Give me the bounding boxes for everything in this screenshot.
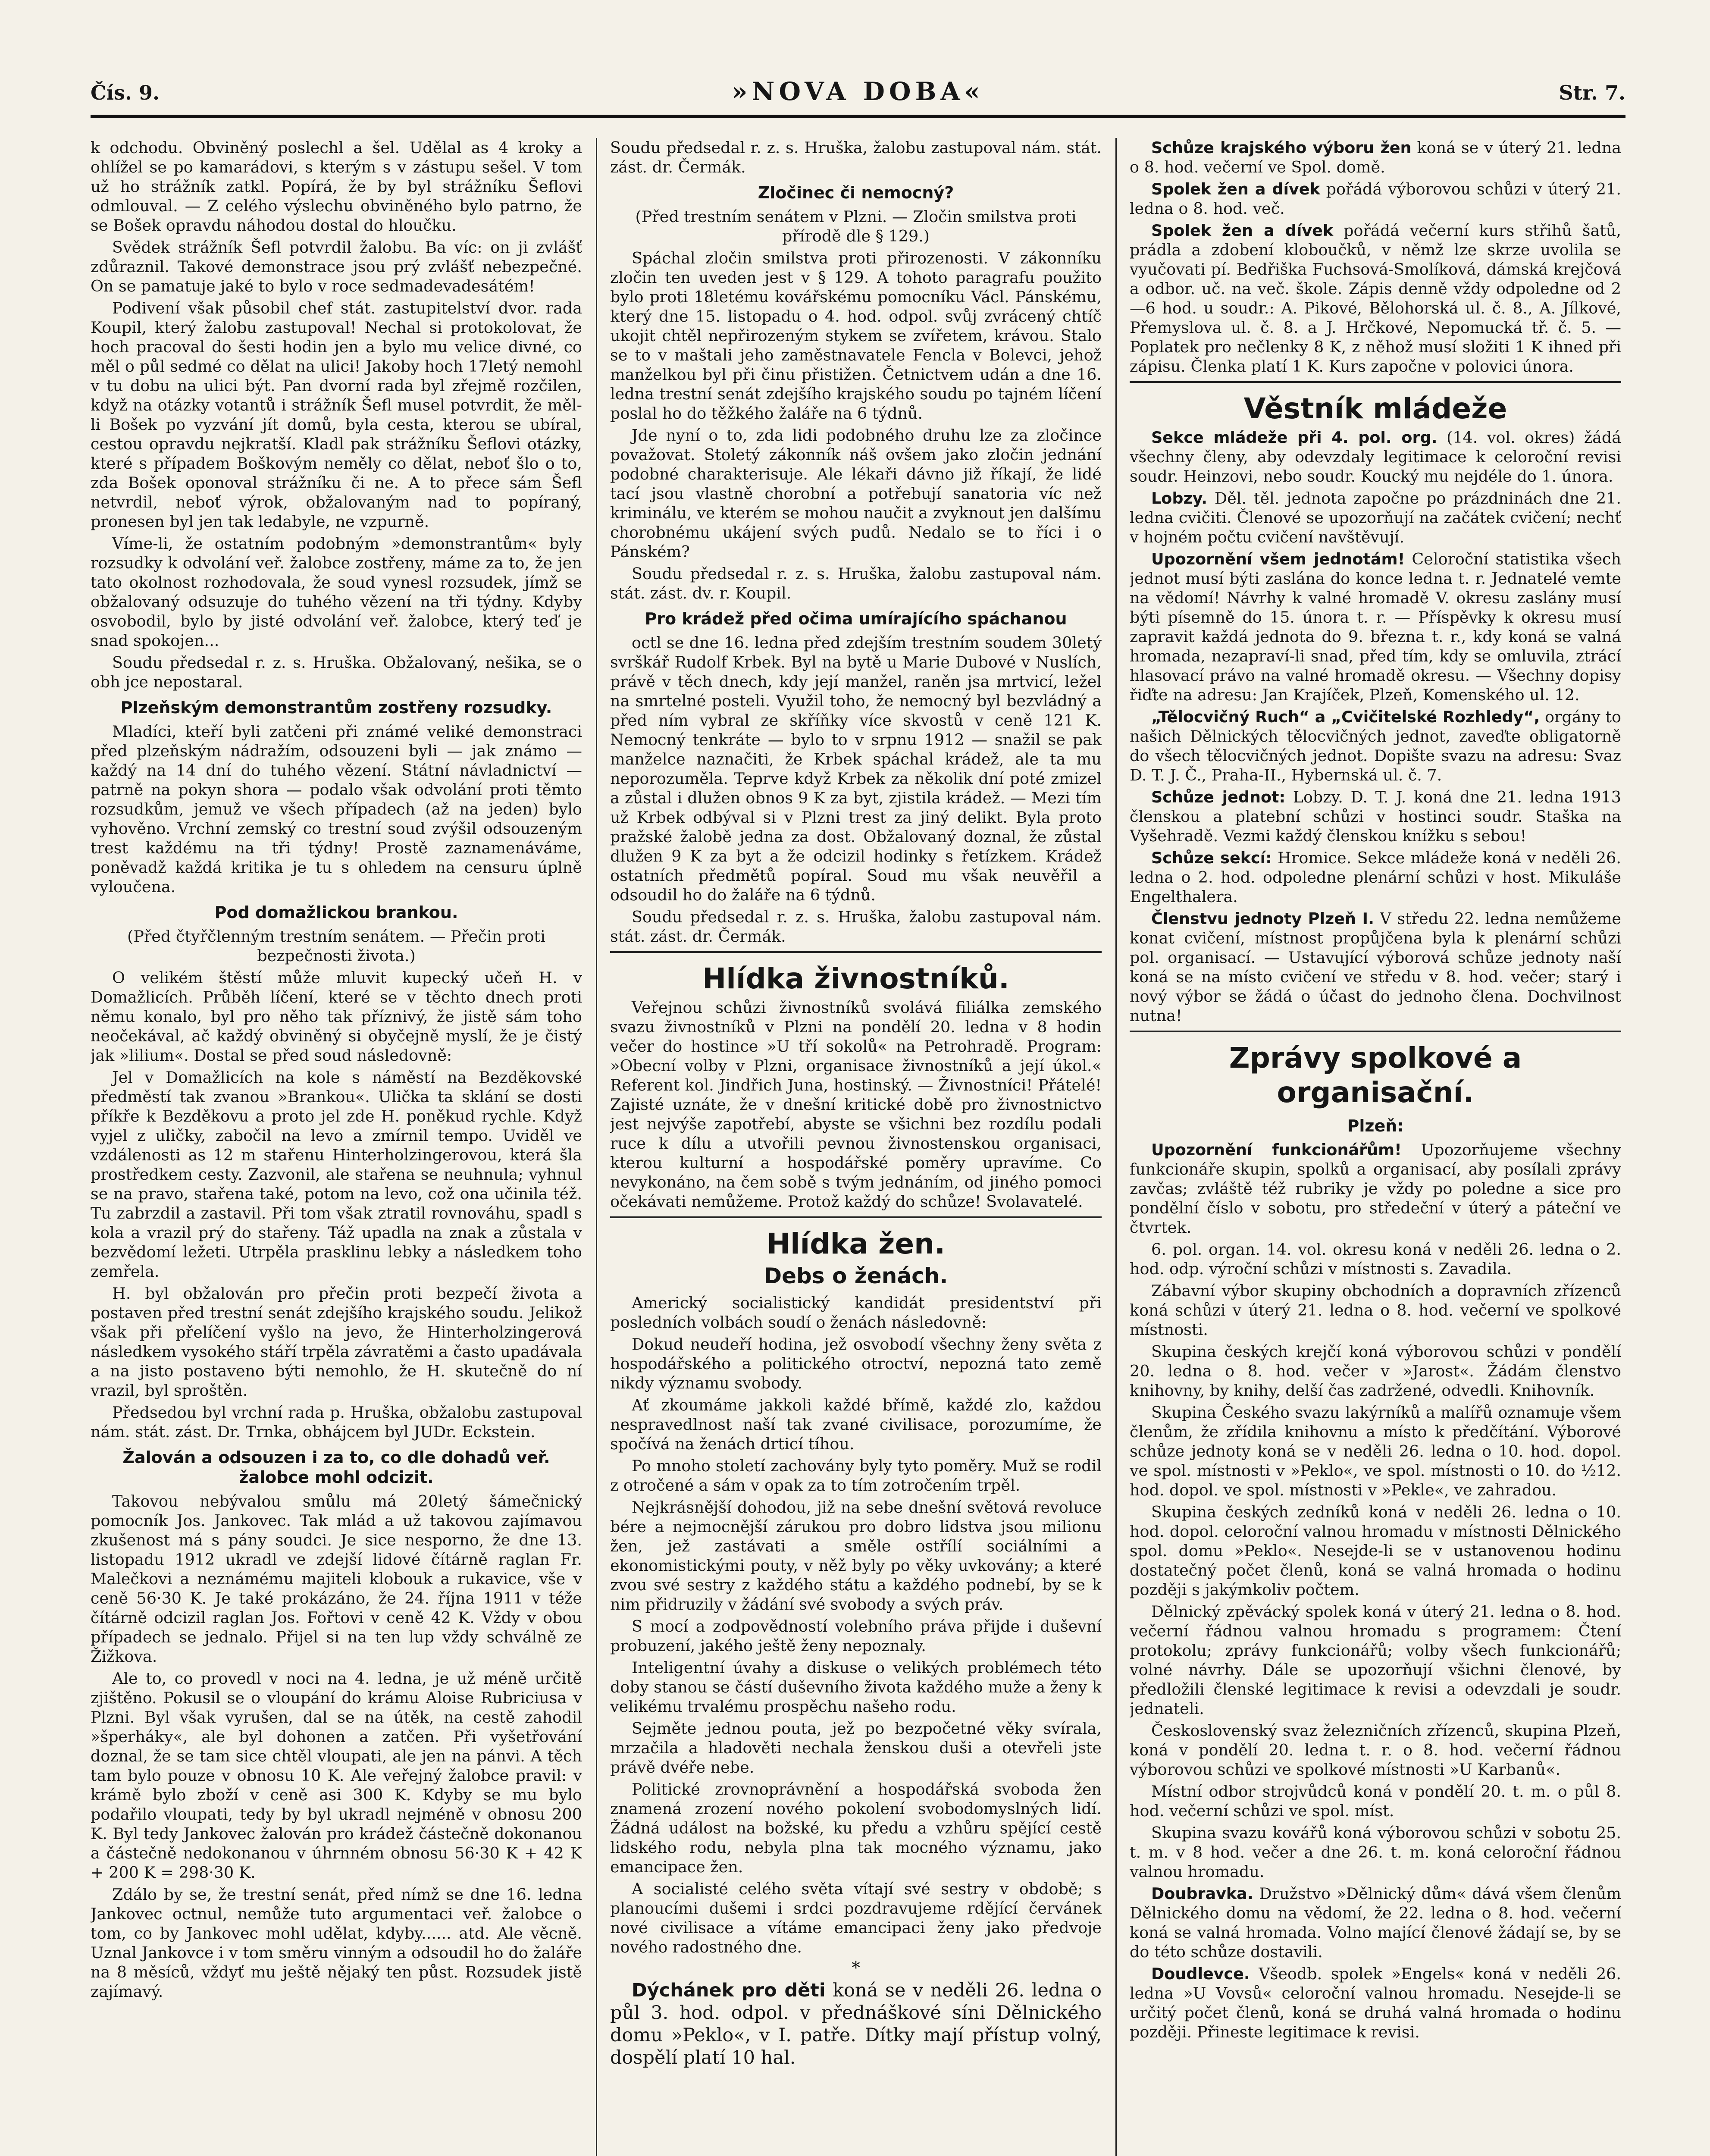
column-1 <box>91 138 582 2156</box>
article-paragraph: Ať zkoumáme jakkoli každé břímě, každé zlo, každou nespravedlnost naší tak zvané civilisace, porozumíme, že spočívá na ženách drticí tíhou. <box>610 1396 1102 1453</box>
article-paragraph: Takovou nebývalou smůlu má 20letý šámečnický pomocník Jos. Jankovec. Tak mlád a už takovou zajímavou zkušenost má s pány soudci. Je sice nesporno, že dne 13. listopadu 1912 ukradl ve zdejší lidové čítárně raglan Fr. Malečkovi a neznámému majiteli klobouk a rukavice, vše v ceně 56·30 K. Je také prokázáno, že 24. října 1911 v téže čítárně odcizil raglan Jos. Fořtovi v ceně 42 K. Vždy v obou případech se jednalo. Přijel si na ten lup vždy schválně ze Žižkova. <box>91 1492 582 1666</box>
notice-entry <box>1130 221 1621 376</box>
court-note: (Před čtyřčlenným trestním senátem. — Přečin proti bezpečnosti života.) <box>127 927 545 965</box>
article-headline: Pro krádež před očima umírajícího spáchanou <box>645 609 1067 628</box>
article-paragraph: Soudu předsedal r. z. s. Hruška, žalobu zastupoval nám. stát. zást. dr. Čermák. <box>610 908 1102 946</box>
article-paragraph: octl se dne 16. ledna před zdejším trestním soudem 30letý svrškář Rudolf Krbek. Byl na bytě u Marie Dubové v Nuslích, právě v těch dnech, kdy její manžel, raněn jsa mrtvicí, ležel na smrtelné posteli. Využil toho, že nemocný byl bezvládný a před ním vybral ze skříňky více skvostů v ceně 121 K. Nemocný tenkráte — bylo to v srpnu 1912 — snažil se pak manželce naznačiti, že Krbek spáchal krádež, ale ta mu neporozuměla. Teprve když Krbek za několik dní poté zmizel a zůstal i dlužen obnos 9 K za byt, zjistila krádež. — Mezi tím už Krbek odbýval si v Plzni trest za jiný delikt. Byla proto pražské žalobě jedna za dost. Obžalovaný doznal, že zůstal dlužen 9 K za byt a že odcizil hodinky s řetízkem. Krádež ostatních předmětů popíral. Soud mu však neuvěřil a odsoudil ho do žaláře na 6 týdnů. <box>610 633 1102 904</box>
article-headline: Žalován a odsouzen i za to, co dle dohadů veř. žalobce mohl odcizit. <box>122 1448 550 1487</box>
article-paragraph: A socialisté celého světa vítají své sestry v obdobě; s planoucími dušemi i srdci pozdravujeme rdějící červánek nové civilisace a vítáme emancipaci ženy jako předvoje nového radostného dne. <box>610 1880 1102 1956</box>
article-paragraph: Mladíci, kteří byli zatčeni při známé veliké demonstraci před plzeňským nádražím, odsouzeni byli — jak známo — každý na 14 dní do tuhého vězení. Státní návladnictví — patrně na pokyn shora — podalo však odvolání proti těmto rozsudkům, jemuž ve všech případech (až na jeden) bylo vyhověno. Vrchní zemský co trestní soud zvýšil odsouzeným trest každému na tři týdny! Prostě zaznamenáváme, poněvadž každá kritika je tu s ohledem na censuru úplně vyloučena. <box>91 722 582 896</box>
article-paragraph: Veřejnou schůzi živnostníků svolává filiálka zemského svazu živnostníků v Plzni na pondělí 20. ledna v 8 hodin večer do hostince »U tří sokolů« na Petrohradě. Program: »Obecní volby v Plzni, organisace živnostníků a její úkol.« Referent kol. Jindřich Juna, hostinský. — Živnostníci! Přátelé! Zajisté uznáte, že v dnešní kritické době pro živnostnictvo jest nejvýše zapotřebí, abyste se všichni bez rozdílu podali ruce k dílu a utvořili pevnou živnostenskou organisaci, kterou kulturní a hospodářské poměry upravíme. Co nevykonáno, na čem sobě s tvým jednáním, od jiného pomoci očekávati nemůžeme. Protož každý do schůze! Svolavatelé. <box>610 998 1102 1211</box>
article-paragraph: O velikém štěstí může mluvit kupecký učeň H. v Domažlicích. Průběh líčení, které se v těchto dnech proti němu konalo, byl pro něho tak příznivý, že jistě sám toho neočekával, ač každý obviněný si obyčejně myslí, že je čistý jak »lilium«. Dostal se před soud následovně: <box>91 968 582 1065</box>
notice-lead: Schůze krajského výboru žen <box>1151 138 1412 157</box>
article-paragraph: Dokud neudeří hodina, jež osvobodí všechny ženy světa z hospodářského a politického otroctví, nepozná tato země nikdy významu svobody. <box>610 1335 1102 1392</box>
article-paragraph: S mocí a zodpovědností volebního práva přijde i duševní probuzení, jakého ještě ženy nepoznaly. <box>610 1617 1102 1655</box>
article-paragraph: Jel v Domažlicích na kole s náměstí na Bezděkovské předměstí tak zvanou »Brankou«. Ulička ta sklání se dosti příkře k Bezděkovu a proto jel zde H. poněkud rychle. Když vyjel z uličky, zabočil na levo a zmírnil tempo. Uviděl ve vzdálenosti as 12 m stařenu Hinterholzingerovou, která šla prostředkem cesty. Zazvonil, ale stařena se neuhnula; vyhnul se na pravo, stařena také, potom na levo, což ona učinila též. Tu zabrzdil a zastavil. Při tom však ztratil rovnováhu, spadl s kola a vrazil prý do stařeny. Táž upadla na znak a zůstala v bezvědomí ležeti. Utrpěla prasklinu lebky a následkem toho zemřela. <box>91 1068 582 1281</box>
section-title: Zprávy spolkové a organisační. <box>1229 1041 1522 1109</box>
notice-text: Všeodb. spolek »Engels« koná v neděli 26. ledna »U Vovsů« celoroční valnou hromadu. Nesejde-li se určitý počet členů, koná se druhá valná hromada o hodinu později. Přineste legitimace k revisi. <box>1130 1965 1621 2041</box>
column-divider <box>1115 138 1117 2156</box>
notice-text: pořádá večerní kurs střihů šatů, prádla a zdobení kloboučků, v němž lze skrze uvolila se vyučovati pí. Bedřiška Fuchsová-Smolíková, dámská krejčová a odbor. uč. na več. škole. Zápis denně vždy odpoledne od 2—6 hod. u soudr.: A. Pikové, Bělohorská ul. č. 8., A. Jílkové, Přemyslova ul. č. 8. a J. Hrčkové, Nepomucká tř. č. 5. — Poplatek pro nečlenky 8 K, z něhož musí složiti 1 K ihned při zápisu. Členka platí 1 K. Kurs započne v polovici února. <box>1130 221 1621 376</box>
notice-entry <box>1130 848 1621 906</box>
section-rule <box>610 951 1102 953</box>
newspaper-page <box>91 73 1625 2156</box>
section-title: Věstník mládeže <box>1243 392 1507 425</box>
header-rule <box>91 115 1625 118</box>
notice-text: (14. vol. okres) žádá všechny členy, aby odevzdaly legitimace k celoroční revisi soudr. Heinzovi, nebo soudr. Koucký mu nejdéle do 1. února. <box>1130 428 1621 486</box>
notice-entry: Skupina Českého svazu lakýrníků a malířů oznamuje všem členům, že zřídila knihovnu a místo k předčítání. Výborové schůze jednoty koná se v neděli 26. ledna o 10. hod. dopol. ve spol. místnosti v »Peklo«, ve spol. místnosti o 10. do ½12. hod. dopol. ve spol. místnosti v »Pekle«, ve zahradou. <box>1130 1403 1621 1499</box>
article-paragraph: Nejkrásnější dohodou, již na sebe dnešní světová revoluce bére a nejmocnější zárukou pro dobro lidstva jsou milionu žen, jež zastávati a směle ostřílí sociálními a ekonomistickými pouty, v něž byly po věky uvkovány; a které zvou své sestry z každého státu a každého podnebí, by se k nim přidruzily v žádání své svobody a svých práv. <box>610 1498 1102 1614</box>
notice-entry <box>1130 138 1621 177</box>
article-paragraph: Jde nyní o to, zda lidi podobného druhu lze za zločince považovat. Stoletý zákonník náš ovšem jako zločin jednání podobné charakterisuje. Ale lékaři dávno již říkají, že lidé tací jsou vlastně chorobní a potřebují sanatoria víc než kriminálu, ve kterém se mohou naučit a zvyknout jen dalšímu chorobnému ukájení svých pudů. Nedalo se to říci i o Pánském? <box>610 426 1102 561</box>
page-header <box>91 73 1625 121</box>
notice-entry: Místní odbor strojvůdců koná v pondělí 20. t. m. o půl 8. hod. večerní schůzi ve spol. míst. <box>1130 1782 1621 1820</box>
notice-lead: Schůze jednot: <box>1151 788 1286 806</box>
article-paragraph: Předsedou byl vrchní rada p. Hruška, obžalobu zastupoval nám. stát. zást. Dr. Trnka, obhájcem byl JUDr. Eckstein. <box>91 1403 582 1441</box>
newspaper-title: »NOVA DOBA« <box>732 77 984 106</box>
notice-entry <box>1130 1140 1621 1237</box>
notice-entry: Skupina svazu kovářů koná výborovou schůzi v sobotu 25. t. m. v 8 hod. večer a dne 26. t. m. koná celoroční řádnou valnou hromadu. <box>1130 1824 1621 1881</box>
article-paragraph: Sejměte jednou pouta, jež po bezpočetné věky svírala, mrzačila a hladověti nechala ženskou duši a otevřeli jste právě dvéře nebe. <box>610 1719 1102 1777</box>
notice-lead: Lobzy. <box>1151 489 1208 508</box>
column-2 <box>610 138 1102 2156</box>
article-paragraph: Po mnoho století zachovány byly tyto poměry. Muž se rodil z otročené a sám v opak za to tím zotročením trpěl. <box>610 1457 1102 1495</box>
article-paragraph: Svědek strážník Šefl potvrdil žalobu. Ba víc: on ji zvlášť zdůraznil. Takové demonstrace jsou prý zvlášť nebezpečné. On se pamatuje jaké to bylo v roce sedmadevadesátém! <box>91 238 582 295</box>
notice-entry <box>1130 707 1621 785</box>
notice-text: Upozorňujeme všechny funkcionáře skupin, spolků a organisací, aby posílali zprávy zavčas; zvláště též rubriky je vždy po poledne a sice pro pondělní číslo v sobotu, pro středeční v úterý a páteční ve čtvrtek. <box>1130 1141 1621 1237</box>
section-ornament: * <box>852 1958 860 1978</box>
notice-lead: Spolek žen a dívek <box>1151 180 1320 198</box>
notice-lead: Upozornění funkcionářům! <box>1151 1141 1402 1159</box>
section-title: Hlídka živnostníků. <box>702 962 1009 995</box>
notice-entry: Československý svaz železničních zřízenců, skupina Plzeň, koná v pondělí 20. ledna t. r. o 8. hod. večerní řádnou výborovou schůzi ve spolkové místnosti »U Karbanů«. <box>1130 1721 1621 1779</box>
article-headline: Plzeňským demonstrantům zostřeny rozsudky. <box>120 698 552 717</box>
notice-entry: 6. pol. organ. 14. vol. okresu koná v neděli 26. ledna o 2. hod. odp. výroční schůzi v místnosti s. Zavadila. <box>1130 1240 1621 1278</box>
notice-entry: Zábavní výbor skupiny obchodních a dopravních zřízenců koná schůzi v úterý 21. ledna o 8. hod. večerní ve spolkové místnosti. <box>1130 1282 1621 1339</box>
section-rule <box>1130 1031 1621 1032</box>
notice-entry <box>1130 1884 1621 1962</box>
court-note: (Před trestním senátem v Plzni. — Zločin smilstva proti přírodě dle § 129.) <box>635 207 1077 245</box>
article-paragraph: Spáchal zločin smilstva proti přirozenosti. V zákonníku zločin ten uveden jest v § 129. A tohoto paragrafu použito bylo proti 18letému kovářskému pomocníku Václ. Pánskému, který dne 15. listopadu o 4. hod. odpol. svůj zvrácený chtíč ukojit chtěl nepřirozeným stykem se zvířetem, krávou. Stalo se to v maštali jeho zaměstnavatele Fencla v Bolevci, jehož manželkou byl při činu přistižen. Četnictvem udán a dne 16. ledna trestní senát zdejšího krajského soudu po tajném líčení poslal ho do těžkého žaláře na 6 týdnů. <box>610 249 1102 423</box>
column-divider <box>596 138 597 2156</box>
notice-entry: Skupina českých krejčí koná výborovou schůzi v pondělí 20. ledna o 8. hod. večer v »Jarost«. Žádám členstvo knihovny, by knihy, delší čas zadržené, odvedli. Knihovník. <box>1130 1342 1621 1400</box>
section-subtitle: Plzeň: <box>1347 1116 1404 1135</box>
notice-text: Družstvo »Dělnický dům« dává všem členům Dělnického domu na vědomí, že 22. ledna o 8. hod. večerní koná se valná hromada. Volno mající členové žádají se, by se do této schůze dostavili. <box>1130 1884 1621 1961</box>
article-paragraph: Podivení však působil chef stát. zastupitelství dvor. rada Koupil, který žalobu zastupoval! Nechal si protokolovat, že hoch pracoval do šesti hodin jen a bylo mu velice divné, co měl o půl sedmé co dělat na ulici! Jakoby hoch 17letý nemohl v tu dobu na ulici být. Pan dvorní rada byl zřejmě rozčilen, když na otázky votantů i strážník Šefl musel potvrdit, že měl-li Bošek po vyzvání jít domů, byla cesta, kterou se ubíral, cestou opravdu nejkratší. Kladl pak strážníku Šeflovi otázky, které s případem Boškovým neměly co dělat, neboť šlo o to, zda Bošek oponoval strážníku či ne. A to přece sám Šefl netvrdil, neboť výrok, obžalovaným nad to popíraný, pronesen byl jen tak ledabyle, ne vzpurně. <box>91 299 582 531</box>
article-paragraph: Víme-li, že ostatním podobným »demonstrantům« byly rozsudky k odvolání veř. žalobce zostřeny, máme za to, že jen tato okolnost rozhodovala, že soud vynesl rozsudek, jímž se obžalovaný odsuzuje do tuhého vězení na tři týdny. Kdyby osvobodil, bylo by jisté odvolání veř. žalobce, který teď je snad spokojen... <box>91 534 582 650</box>
notice-lead: Upozornění všem jednotám! <box>1151 550 1405 568</box>
article-paragraph: Zdálo by se, že trestní senát, před nímž se dne 16. ledna Jankovec octnul, nemůže tuto argumentaci veř. žalobce o tom, co by Jankovec mohl udělat, kdyby...... atd. Ale věcně. Uznal Jankovce i v tom směru vinným a odsoudil ho do žaláře na 8 měsíců, vždyť mu ještě nějaký ten půst. Rozsudek jistě zajímavý. <box>91 1885 582 2001</box>
notice-lead: Schůze sekcí: <box>1151 849 1272 867</box>
section-subtitle: Debs o ženách. <box>764 1263 948 1288</box>
article-paragraph: Soudu předsedal r. z. s. Hruška, žalobu zastupoval nám. stát. zást. dv. r. Koupil. <box>610 564 1102 602</box>
article-paragraph: Soudu předsedal r. z. s. Hruška, žalobu zastupoval nám. stát. zást. dr. Čermák. <box>610 138 1102 176</box>
notice-entry <box>1130 549 1621 705</box>
event-lead: Dýchánek pro děti <box>632 1980 826 2001</box>
notice-entry <box>1130 179 1621 218</box>
notice-text: orgány to našich Dělnických tělocvičných jednot, zaveďte obligatorně do všech tělocvičných jednot. Dopište svazu na adresu: Svaz D. T. J. Č., Praha-II., Hybernská ul. č. 7. <box>1130 708 1621 784</box>
notice-lead: „Tělocvičný Ruch“ a „Cvičitelské Rozhledy“, <box>1151 708 1540 726</box>
article-paragraph: H. byl obžalován pro přečin proti bezpečí života a postaven před trestní senát zdejšího krajského soudu. Jelikož však při přelíčení vyšlo na jevo, že Hinterholzingerová následkem vysokého stáří trpěla závratěmi a často upadávala a na jisto postaveno býti nemohlo, že H. skutečně do ní vrazil, byl sproštěn. <box>91 1284 582 1400</box>
notice-entry <box>1130 428 1621 486</box>
column-3 <box>1130 138 1621 2156</box>
article-paragraph: k odchodu. Obviněný poslechl a šel. Udělal as 4 kroky a ohlížel se po kamarádovi, s kterým s v zástupu sešel. V tom už ho strážník zatkl. Popírá, že by byl strážníku Šeflovi odmlouval. — Z celého výslechu obviněného bylo patrno, že se Bošek opravdu náhodou dostal do hloučku. <box>91 138 582 235</box>
article-paragraph: Americký socialistický kandidát presidentství při posledních volbách soudí o ženách následovně: <box>610 1294 1102 1332</box>
notice-lead: Sekce mládeže při 4. pol. org. <box>1151 428 1438 447</box>
notice-text: Hromice. Sekce mládeže koná v neděli 26. ledna o 2. hod. odpoledne plenární schůzi v host. Mikuláše Engelthalera. <box>1130 849 1621 906</box>
notice-lead: Členstvu jednoty Plzeň I. <box>1151 909 1374 928</box>
section-title: Hlídka žen. <box>766 1227 946 1260</box>
notice-lead: Doudlevce. <box>1151 1965 1250 1983</box>
section-rule <box>1130 381 1621 383</box>
page-number: Str. 7. <box>1559 81 1625 104</box>
article-paragraph: Inteligentní úvahy a diskuse o velikých problémech této doby stanou se částí duševního života každého muže a ženy k velikému trvalému prospěchu našeho rodu. <box>610 1658 1102 1716</box>
issue-number: Čís. 9. <box>91 81 160 104</box>
article-paragraph: Soudu předsedal r. z. s. Hruška. Obžalovaný, nešika, se o obh jce nepostaral. <box>91 653 582 691</box>
notice-entry: Dělnický zpěvácký spolek koná v úterý 21. ledna o 8. hod. večerní řádnou valnou hromadu s programem: Čtení protokolu; zprávy funkcionářů; volby všech funkcionářů; volné návrhy. Dále se upozorňují všichni členové, by předložili členské legitimace k revisi a odevzdali je soudr. jednateli. <box>1130 1602 1621 1718</box>
event-notice <box>610 1979 1102 2069</box>
article-headline: Pod domažlickou brankou. <box>214 903 458 922</box>
notice-entry <box>1130 909 1621 1025</box>
notice-entry <box>1130 1964 1621 2042</box>
notice-entry: Skupina českých zedníků koná v neděli 26. ledna o 10. hod. dopol. celoroční valnou hromadu v místnosti Dělnického spol. domu »Peklo«. Nesejde-li se v ustanovenou hodinu dostatečný počet členů, koná se valná hromada o hodinu později s jakýmkoliv počtem. <box>1130 1503 1621 1599</box>
notice-text: koná se v úterý 21. ledna o 8. hod. večerní ve Spol. domě. <box>1130 138 1621 176</box>
notice-lead: Doubravka. <box>1151 1884 1253 1903</box>
article-paragraph: Politické zrovnoprávnění a hospodářská svoboda žen znamená zrození nového pokolení svobodomyslných lidí. Žádná událost na božské, ku předu a vzhůru spějící cestě lidského rodu, nebyla plna tak mocného významu, jako emancipace žen. <box>610 1780 1102 1876</box>
article-paragraph: Ale to, co provedl v noci na 4. ledna, je už méně určitě zjištěno. Pokusil se o vloupání do krámu Aloise Rubriciusa v Plzni. Byl však vyrušen, dal se na útěk, na cestě zahodil »šperháky«, ale byl dohonen a zatčen. Při vyšetřování doznal, že se tam sice chtěl vloupati, ale jen na pánvi. A těch tam bylo pouze v obnosu 10 K. Ale veřejný žalobce pravil: v krámě bylo zboží v ceně asi 300 K. Kdyby se mu bylo podařilo vloupati, tedy by byl ukradl nejméně v obnosu 200 K. Byl tedy Jankovec žalován pro krádež částečně dokonanou a částečně nedokonanou v úhrnném obnosu 56·30 K + 42 K + 200 K = 298·30 K. <box>91 1669 582 1882</box>
section-rule <box>610 1216 1102 1218</box>
notice-text: V středu 22. ledna nemůžeme konat cvičení, místnost propůjčena byla k plenární schůzi pol. organisací. — Ustavující výborová schůze jednoty naší koná se na místo cvičení ve středu v 8. hod. večer; starý i nový výbor se žádá o účast do jednoho člena. Dochvilnost nutna! <box>1130 909 1621 1025</box>
notice-entry <box>1130 489 1621 547</box>
notice-text: Děl. těl. jednota započne po prázdninách dne 21. ledna cvičiti. Členové se upozorňují na začátek cvičení; nechť v hojném počtu cvičení navštěvují. <box>1130 489 1621 546</box>
event-text: koná se v neděli 26. ledna o půl 3. hod. odpol. v přednáškové síni Dělnického domu »Peklo«, v I. patře. Dítky mají přístup volný, dospělí platí 10 hal. <box>610 1980 1102 2068</box>
notice-text: Celoroční statistika všech jednot musí býti zaslána do konce ledna t. r. Jednatelé vemte na vědomí! Návrhy k valné hromadě V. okresu zaslány musí býti písemně do 15. února t. r. — Příspěvky k okresu musí zapravit každá jednota do 9. března t. r., kdy koná se valná hromada, nezapraví-li snad, před tím, kdy se omluvila, ztrácí hlasovací právo na valné hromadě okresu. — Všechny dopisy řiďte na adresu: Jan Krajíček, Plzeň, Komenského ul. 12. <box>1130 550 1621 704</box>
notice-text: Lobzy. D. T. J. koná dne 21. ledna 1913 členskou a platební schůzi v hostinci soudr. Staška na Vyšehradě. Vezmi každý členskou knížku s sebou! <box>1130 788 1621 845</box>
article-headline: Zločinec či nemocný? <box>758 183 954 202</box>
notice-text: pořádá výborovou schůzi v úterý 21. ledna o 8. hod. več. <box>1130 180 1621 218</box>
notice-entry <box>1130 787 1621 846</box>
notice-lead: Spolek žen a dívek <box>1151 221 1334 240</box>
